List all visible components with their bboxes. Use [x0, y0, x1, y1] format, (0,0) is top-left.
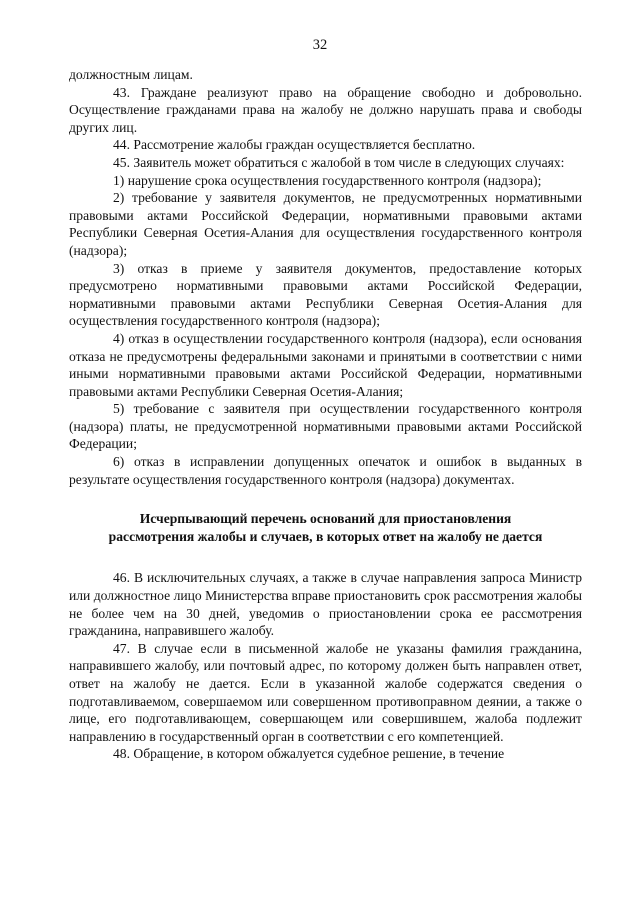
- section-heading-line-1: Исчерпывающий перечень оснований для приостановления: [139, 511, 512, 527]
- list-item-4: 4) отказ в осуществлении государственного контроля (надзора), если основания отказа не предусмотрены федеральными законами и принятыми в соответствии с ними иными нормативными правовыми актами Российской Федерации, нормативными правовыми актами Республики Северная Осетия-Алания;: [69, 330, 582, 399]
- paragraph-45: 45. Заявитель может обратиться с жалобой в том числе в следующих случаях:: [113, 154, 565, 170]
- list-item-5: 5) требование с заявителя при осуществлении государственного контроля (надзора) платы, не предусмотренной нормативными правовыми актами Российской Федерации;: [69, 401, 582, 452]
- list-item-2: 2) требование у заявителя документов, не предусмотренных нормативными правовыми актами Российской Федерации, нормативными правовыми актами Республики Северная Осетия-Алания для осуществления государственного контроля (надзора);: [69, 190, 582, 258]
- list-item-1: 1) нарушение срока осуществления государственного контроля (надзора);: [113, 172, 542, 188]
- paragraph-43: 43. Граждане реализуют право на обращение свободно и добровольно. Осуществление гражданами права на жалобу не должно нарушать права и свободы других лиц.: [69, 84, 582, 135]
- paragraph-47: 47. В случае если в письменной жалобе не указаны фамилия гражданина, направившего жалобу, или почтовый адрес, по которому должен быть направлен ответ, ответ на жалобу не дается. Если в указанной жалобе содержатся сведения о подготавливаемом, совершаемом или совершенном противоправном деянии, а также о лице, его подготавливающем, совершающем или совершившем, жалоба подлежит направлению в государственный орган в соответствии с его компетенцией.: [69, 640, 582, 744]
- paragraph-46: 46. В исключительных случаях, а также в случае направления запроса Министр или должностное лицо Министерства вправе приостановить срок рассмотрения жалобы не более чем на 30 дней, уведомив о приостановлении срока ее рассмотрения гражданина, направившего жалобу.: [69, 570, 582, 639]
- list-item-3: 3) отказ в приеме у заявителя документов, предоставление которых предусмотрено нормативными правовыми актами Российской Федерации, нормативными правовыми актами Республики Северная Осетия-Алания для осуществления государственного контроля (надзора);: [69, 260, 582, 329]
- paragraph-continuation: должностным лицам.: [69, 67, 193, 82]
- page-number: 32: [312, 37, 328, 53]
- document-body: [69, 66, 582, 763]
- paragraph-48: 48. Обращение, в котором обжалуется судебное решение, в течение: [113, 746, 505, 762]
- section-heading: [69, 510, 582, 545]
- paragraph-44: 44. Рассмотрение жалобы граждан осуществляется бесплатно.: [113, 137, 476, 153]
- list-item-6: 6) отказ в исправлении допущенных опечаток и ошибок в выданных в результате осуществления государственного контроля (надзора) документах.: [69, 454, 582, 487]
- section-heading-line-2: рассмотрения жалобы и случаев, в которых ответ на жалобу не дается: [108, 528, 543, 544]
